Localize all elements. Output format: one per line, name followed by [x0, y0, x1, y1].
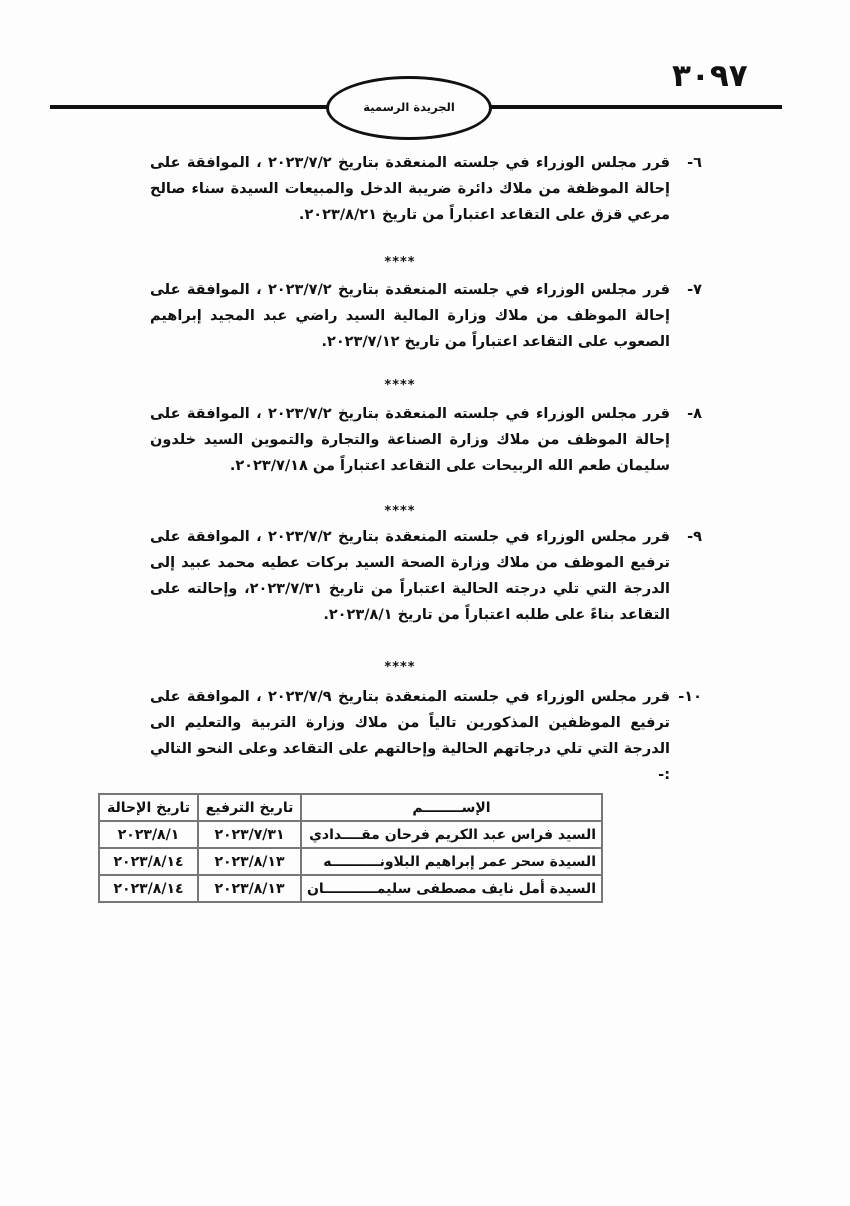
retirement-date: ٢٠٢٣/٨/١٤ [99, 875, 198, 902]
employee-name: السيد فراس عبد الكريم فرحان مقــــدادي [301, 821, 602, 848]
separator-stars: **** [384, 255, 416, 270]
decision-item-6 [150, 150, 702, 228]
item-number: ٩- [687, 529, 702, 545]
item-text: قرر مجلس الوزراء في جلسته المنعقدة بتاريخ ٢٠٢٣/٧/٢ ، الموافقة على إحالة الموظف من ملاك وزارة الصناعة والتجارة والتموين السيد خلدون سليمان طعم الله الربيحات على التقاعد اعتباراً من ٢٠٢٣/٧/١٨. [150, 406, 670, 474]
separator-stars: **** [384, 504, 416, 519]
item-number: ١٠- [678, 689, 702, 705]
item-text: قرر مجلس الوزراء في جلسته المنعقدة بتاريخ ٢٠٢٣/٧/٢ ، الموافقة على ترفيع الموظف من ملاك وزارة الصحة السيد بركات عطيه محمد عبيد إلى الدرجة التي تلي درجته الحالية اعتباراً من تاريخ ٢٠٢٣/٧/٣١، وإحالته على التقاعد بناءً على طلبه اعتباراً من تاريخ ٢٠٢٣/٨/١. [150, 529, 670, 623]
promotion-date: ٢٠٢٣/٨/١٣ [198, 848, 301, 875]
item-number: ٨- [687, 406, 702, 422]
header-retirement-date: تاريخ الإحالة [99, 794, 198, 821]
retirement-table [98, 793, 603, 903]
table-row [99, 848, 602, 875]
separator-stars: **** [384, 660, 416, 675]
retirement-date: ٢٠٢٣/٨/١ [99, 821, 198, 848]
header-name: الإســــــــم [301, 794, 602, 821]
promotion-date: ٢٠٢٣/٧/٣١ [198, 821, 301, 848]
gazette-title: الجريدة الرسمية [363, 100, 455, 114]
decision-item-10 [150, 684, 702, 788]
decision-item-8 [150, 401, 702, 479]
table-row [99, 875, 602, 902]
header-promotion-date: تاريخ الترفيع [198, 794, 301, 821]
table-header-row [99, 794, 602, 821]
item-number: ٦- [687, 155, 702, 171]
item-text: قرر مجلس الوزراء في جلسته المنعقدة بتاريخ ٢٠٢٣/٧/٩ ، الموافقة على ترفيع الموظفين المذكورين تالياً من ملاك وزارة التربية والتعليم الى الدرجة التي تلي درجاتهم الحالية وإحالتهم على التقاعد وعلى النحو التالي :- [150, 689, 670, 783]
gazette-title-oval [326, 76, 492, 140]
employee-name: السيدة سحر عمر إبراهيم البلاونــــــــــه [301, 848, 602, 875]
promotion-date: ٢٠٢٣/٨/١٣ [198, 875, 301, 902]
table-row [99, 821, 602, 848]
employee-name: السيدة أمل نايف مصطفى سليمـــــــــــان [301, 875, 602, 902]
retirement-date: ٢٠٢٣/٨/١٤ [99, 848, 198, 875]
item-text: قرر مجلس الوزراء في جلسته المنعقدة بتاريخ ٢٠٢٣/٧/٢ ، الموافقة على إحالة الموظف من ملاك وزارة المالية السيد راضي عبد المجيد إبراهيم الصعوب على التقاعد اعتباراً من تاريخ ٢٠٢٣/٧/١٢. [150, 282, 670, 350]
decision-item-9 [150, 524, 702, 628]
decision-item-7 [150, 277, 702, 355]
item-number: ٧- [687, 282, 702, 298]
item-text: قرر مجلس الوزراء في جلسته المنعقدة بتاريخ ٢٠٢٣/٧/٢ ، الموافقة على إحالة الموظفة من ملاك دائرة ضريبة الدخل والمبيعات السيدة سناء صالح مرعي قزق على التقاعد اعتباراً من تاريخ ٢٠٢٣/٨/٢١. [150, 155, 670, 223]
page-number: ٣٠٩٧ [672, 58, 748, 94]
separator-stars: **** [384, 378, 416, 393]
